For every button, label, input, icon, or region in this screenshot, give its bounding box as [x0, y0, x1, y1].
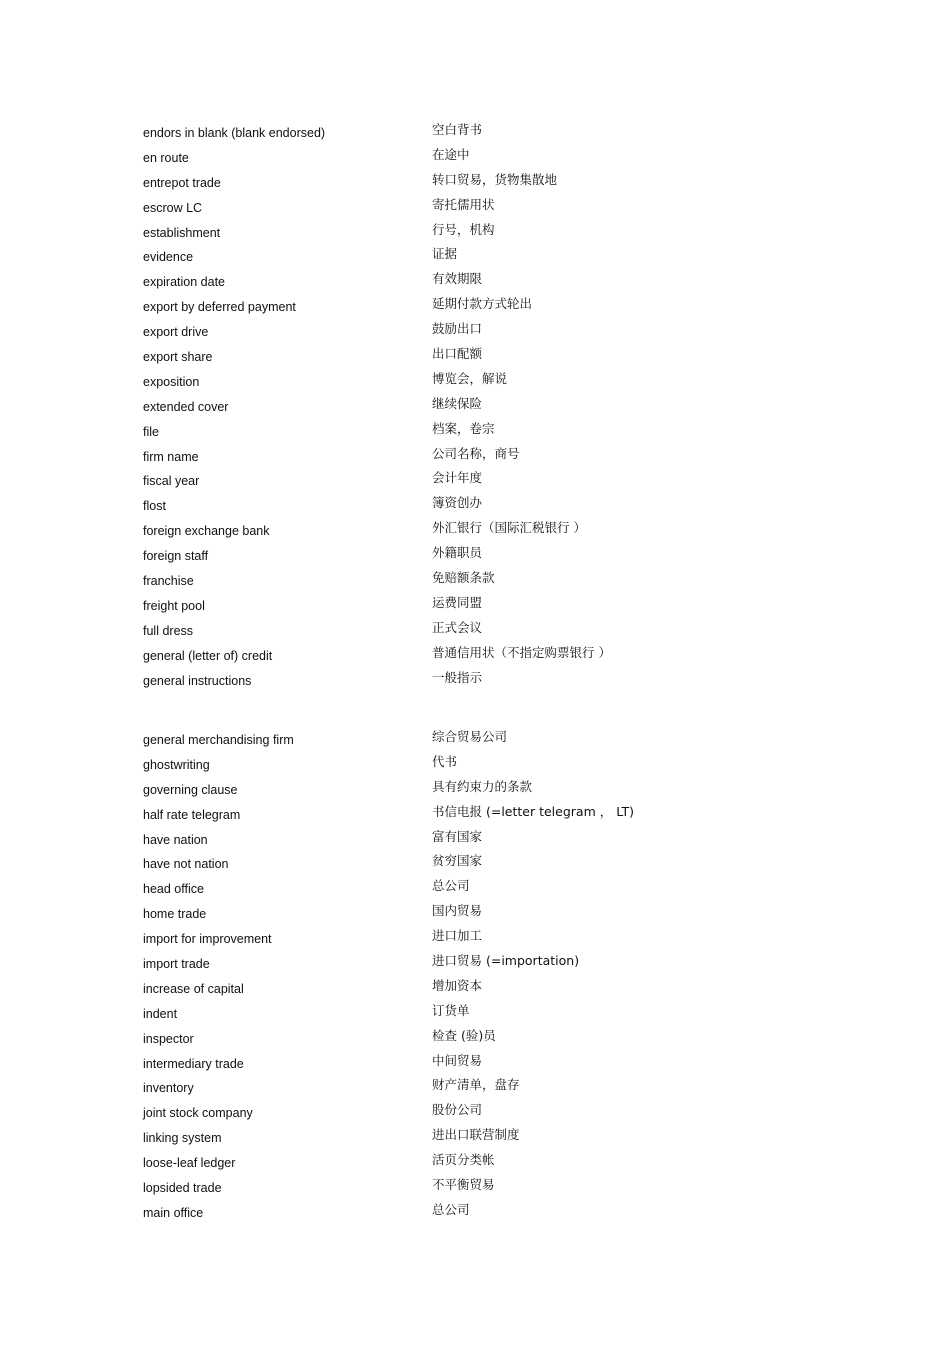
- glossary-meaning: 外汇银行（国际汇税银行 ）: [432, 520, 586, 536]
- glossary-meaning: 寄托儒用状: [432, 196, 495, 212]
- glossary-meaning: 延期付款方式轮出: [432, 296, 533, 312]
- glossary-term: expiration date: [143, 275, 226, 290]
- glossary-term: loose-leaf ledger: [143, 1156, 236, 1171]
- glossary-term: intermediary trade: [143, 1056, 244, 1071]
- glossary-entry: [143, 827, 843, 852]
- glossary-meaning: 活页分类帐: [432, 1152, 495, 1168]
- glossary-entry: [143, 951, 843, 976]
- glossary-term: head office: [143, 882, 204, 897]
- glossary-entry: [143, 419, 843, 444]
- glossary-entry: [143, 752, 843, 777]
- glossary-meaning: 在途中: [432, 146, 470, 162]
- glossary-meaning: 富有国家: [432, 828, 483, 844]
- glossary-term: joint stock company: [143, 1106, 253, 1121]
- glossary-meaning: 进出口联营制度: [432, 1127, 520, 1143]
- glossary-entry: [143, 170, 843, 195]
- glossary-term: main office: [143, 1205, 204, 1220]
- glossary-term: inspector: [143, 1031, 194, 1046]
- glossary-meaning: 档案，卷宗: [432, 420, 495, 436]
- glossary-entry: [143, 643, 843, 668]
- glossary-entry: [143, 901, 843, 926]
- glossary-meaning: 股份公司: [432, 1102, 483, 1118]
- glossary-entry: [143, 543, 843, 568]
- glossary-entry: [143, 618, 843, 643]
- glossary-entry: [143, 1100, 843, 1125]
- glossary-meaning: 进口加工: [432, 928, 483, 944]
- glossary-term: foreign staff: [143, 549, 209, 564]
- glossary-term: ghostwriting: [143, 757, 210, 772]
- glossary-meaning: 鼓励出口: [432, 321, 483, 337]
- glossary-entry: [143, 195, 843, 220]
- glossary-term: file: [143, 424, 159, 439]
- glossary-meaning: 正式会议: [432, 619, 483, 635]
- glossary-entry: [143, 593, 843, 618]
- glossary-term: entrepot trade: [143, 175, 221, 190]
- glossary-term: half rate telegram: [143, 807, 241, 822]
- glossary-term: import for improvement: [143, 932, 272, 947]
- glossary-entry: [143, 1001, 843, 1026]
- glossary-meaning: 贫穷国家: [432, 853, 483, 869]
- glossary-meaning: 中间贸易: [432, 1052, 483, 1068]
- glossary-entry: [143, 269, 843, 294]
- glossary-meaning: 增加资本: [432, 977, 483, 993]
- glossary-term: inventory: [143, 1081, 194, 1096]
- glossary-section-1: [143, 120, 843, 692]
- glossary-entry: [143, 468, 843, 493]
- glossary-term: have nation: [143, 832, 208, 847]
- glossary-meaning: 一般指示: [432, 669, 483, 685]
- glossary-entry: [143, 1200, 843, 1225]
- glossary-entry: [143, 568, 843, 593]
- glossary-entry: [143, 727, 843, 752]
- glossary-entry: [143, 1125, 843, 1150]
- glossary-entry: [143, 777, 843, 802]
- glossary-entry: [143, 1175, 843, 1200]
- glossary-meaning: 国内贸易: [432, 903, 483, 919]
- glossary-entry: [143, 220, 843, 245]
- glossary-term: en route: [143, 150, 189, 165]
- glossary-entry: [143, 668, 843, 693]
- glossary-term: export share: [143, 350, 213, 365]
- glossary-meaning: 财产清单，盘存: [432, 1077, 520, 1093]
- glossary-term: franchise: [143, 574, 194, 589]
- glossary-meaning: 外籍职员: [432, 545, 483, 561]
- glossary-entry: [143, 120, 843, 145]
- glossary-term: extended cover: [143, 399, 229, 414]
- glossary-meaning: 普通信用状（不指定购票银行 ）: [432, 644, 611, 660]
- glossary-meaning: 具有约束力的条款: [432, 778, 533, 794]
- glossary-entry: [143, 926, 843, 951]
- glossary-meaning: 代书: [432, 753, 458, 769]
- glossary-meaning: 不平衡贸易: [432, 1177, 495, 1193]
- glossary-meaning: 检查 (验)员: [432, 1027, 496, 1043]
- glossary-term: exposition: [143, 374, 200, 389]
- glossary-meaning: 证据: [432, 246, 458, 262]
- glossary-meaning: 有效期限: [432, 271, 483, 287]
- glossary-term: home trade: [143, 907, 207, 922]
- glossary-meaning: 簿资创办: [432, 495, 483, 511]
- glossary-term: linking system: [143, 1131, 222, 1146]
- glossary-term: import trade: [143, 957, 210, 972]
- glossary-term: foreign exchange bank: [143, 524, 270, 539]
- glossary-entry: [143, 344, 843, 369]
- glossary-term: flost: [143, 499, 166, 514]
- glossary-meaning: 书信电报 (=letter telegram ， LT): [432, 803, 634, 819]
- glossary-entry: [143, 145, 843, 170]
- glossary-entry: [143, 394, 843, 419]
- glossary-entry: [143, 802, 843, 827]
- glossary-term: have not nation: [143, 857, 229, 872]
- glossary-term: indent: [143, 1006, 178, 1021]
- glossary-meaning: 进口贸易 (=importation): [432, 953, 580, 969]
- glossary-term: escrow LC: [143, 200, 203, 215]
- glossary-meaning: 总公司: [432, 878, 470, 894]
- glossary-entry: [143, 493, 843, 518]
- glossary-meaning: 继续保险: [432, 395, 483, 411]
- glossary-section-2: [143, 727, 843, 1225]
- glossary-meaning: 空白背书: [432, 122, 483, 137]
- glossary-term: export drive: [143, 325, 209, 340]
- glossary-entry: [143, 1026, 843, 1051]
- glossary-entry: [143, 976, 843, 1001]
- glossary-term: full dress: [143, 623, 194, 638]
- glossary-term: increase of capital: [143, 981, 244, 996]
- glossary-meaning: 博览会，解说: [432, 370, 508, 386]
- glossary-entry: [143, 851, 843, 876]
- glossary-meaning: 总公司: [432, 1201, 470, 1217]
- glossary-term: general (letter of) credit: [143, 648, 273, 663]
- glossary-meaning: 运费同盟: [432, 594, 483, 610]
- glossary-term: governing clause: [143, 782, 238, 797]
- glossary-term: firm name: [143, 449, 199, 464]
- glossary-term: general merchandising firm: [143, 733, 294, 747]
- glossary-entry: [143, 369, 843, 394]
- glossary-meaning: 综合贸易公司: [432, 729, 508, 744]
- glossary-entry: [143, 444, 843, 469]
- glossary-meaning: 出口配额: [432, 346, 483, 362]
- glossary-meaning: 订货单: [432, 1002, 470, 1018]
- glossary-meaning: 会计年度: [432, 470, 483, 486]
- glossary-term: general instructions: [143, 673, 252, 688]
- glossary-entry: [143, 876, 843, 901]
- glossary-term: establishment: [143, 225, 221, 240]
- glossary-entry: [143, 1075, 843, 1100]
- glossary-term: export by deferred payment: [143, 300, 296, 315]
- glossary-term: endors in blank (blank endorsed): [143, 126, 326, 140]
- glossary-entry: [143, 1150, 843, 1175]
- glossary-entry: [143, 294, 843, 319]
- glossary-entry: [143, 1051, 843, 1076]
- glossary-meaning: 转口贸易，货物集散地: [432, 171, 558, 187]
- glossary-entry: [143, 244, 843, 269]
- glossary-term: evidence: [143, 250, 194, 265]
- glossary-meaning: 行号，机构: [432, 221, 495, 237]
- glossary-term: fiscal year: [143, 474, 200, 489]
- glossary-term: freight pool: [143, 598, 205, 613]
- glossary-entry: [143, 518, 843, 543]
- glossary-entry: [143, 319, 843, 344]
- glossary-term: lopsided trade: [143, 1181, 222, 1196]
- glossary-meaning: 免赔额条款: [432, 570, 495, 586]
- glossary-meaning: 公司名称，商号: [432, 445, 520, 461]
